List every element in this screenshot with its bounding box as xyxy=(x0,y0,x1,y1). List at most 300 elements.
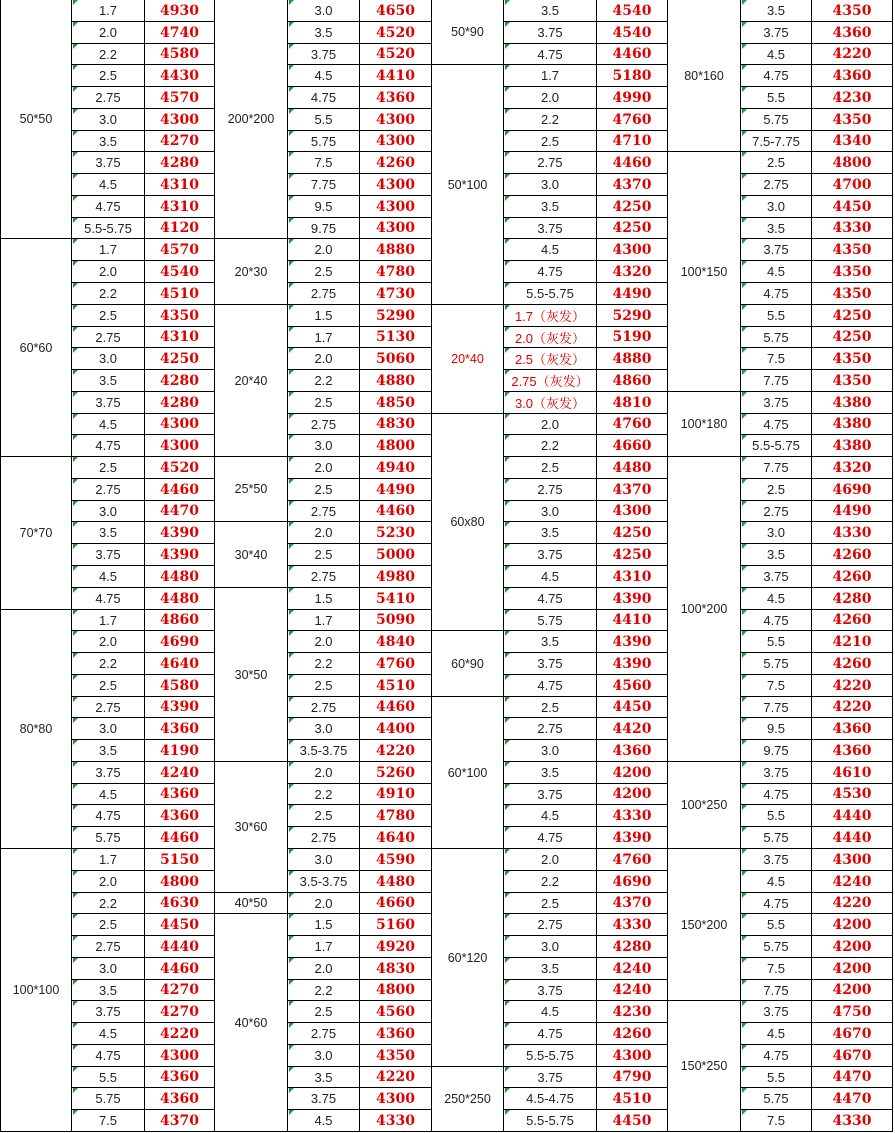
size-cell: 4.5 xyxy=(741,44,812,65)
comment-marker-icon xyxy=(505,1088,510,1093)
price-cell: 4360 xyxy=(812,22,893,44)
comment-marker-icon xyxy=(289,1023,294,1028)
comment-marker-icon xyxy=(289,871,294,876)
price-cell: 4350 xyxy=(812,283,893,305)
price-cell: 4490 xyxy=(597,283,668,305)
price-cell: 4280 xyxy=(597,936,668,958)
comment-marker-icon xyxy=(505,1110,510,1115)
comment-marker-icon xyxy=(505,784,510,789)
size-cell: 3.5-3.75 xyxy=(288,871,360,893)
price-cell: 4260 xyxy=(812,544,893,566)
comment-marker-icon xyxy=(505,805,510,810)
price-cell: 5130 xyxy=(360,327,432,348)
size-cell: 3.75 xyxy=(504,784,597,805)
size-cell: 3.75 xyxy=(72,544,145,566)
spec-cell: 100*250 xyxy=(668,762,741,849)
comment-marker-icon xyxy=(73,522,78,527)
price-cell: 4460 xyxy=(360,697,432,718)
price-cell: 5190 xyxy=(597,327,668,348)
price-cell: 4390 xyxy=(597,631,668,653)
comment-marker-icon xyxy=(742,697,747,702)
comment-marker-icon xyxy=(742,936,747,941)
size-cell: 2.2 xyxy=(288,980,360,1001)
price-cell: 4670 xyxy=(812,1023,893,1045)
comment-marker-icon xyxy=(505,675,510,680)
comment-marker-icon xyxy=(289,109,294,114)
price-cell: 4240 xyxy=(597,958,668,980)
price-cell: 4760 xyxy=(597,109,668,131)
size-cell: 4.75 xyxy=(741,65,812,87)
size-cell: 7.5 xyxy=(288,152,360,174)
spec-cell: 50*100 xyxy=(432,65,504,305)
price-cell: 4390 xyxy=(145,544,215,566)
price-cell: 4390 xyxy=(597,653,668,675)
price-cell: 4260 xyxy=(812,653,893,675)
size-cell: 3.0 xyxy=(288,1045,360,1067)
comment-marker-icon xyxy=(289,740,294,745)
size-cell: 2.0 xyxy=(288,239,360,261)
size-cell: 2.75（灰发） xyxy=(504,370,597,392)
price-cell: 4200 xyxy=(812,936,893,958)
comment-marker-icon xyxy=(505,457,510,462)
comment-marker-icon xyxy=(289,0,294,5)
comment-marker-icon xyxy=(505,392,510,397)
price-cell: 4480 xyxy=(597,457,668,479)
comment-marker-icon xyxy=(742,22,747,27)
size-cell: 4.75 xyxy=(72,196,145,218)
size-cell: 2.5 xyxy=(741,152,812,174)
price-cell: 4310 xyxy=(145,327,215,348)
comment-marker-icon xyxy=(742,610,747,615)
size-cell: 3.5 xyxy=(741,218,812,239)
price-cell: 4540 xyxy=(597,22,668,44)
size-cell: 4.5 xyxy=(504,1001,597,1023)
size-cell: 3.0 xyxy=(288,718,360,740)
comment-marker-icon xyxy=(73,610,78,615)
size-cell: 3.75 xyxy=(741,239,812,261)
comment-marker-icon xyxy=(289,87,294,92)
price-cell: 4300 xyxy=(360,196,432,218)
size-cell: 3.0 xyxy=(72,958,145,980)
price-cell: 4800 xyxy=(360,980,432,1001)
comment-marker-icon xyxy=(742,131,747,136)
comment-marker-icon xyxy=(73,566,78,571)
comment-marker-icon xyxy=(289,653,294,658)
comment-marker-icon xyxy=(73,718,78,723)
spec-cell: 25*50 xyxy=(215,457,288,522)
size-cell: 4.75 xyxy=(72,588,145,610)
price-cell: 4270 xyxy=(145,1001,215,1023)
price-cell: 4300 xyxy=(597,1045,668,1067)
size-cell: 4.75 xyxy=(504,1023,597,1045)
comment-marker-icon xyxy=(73,980,78,985)
size-cell: 3.0 xyxy=(741,196,812,218)
size-cell: 2.2 xyxy=(288,784,360,805)
comment-marker-icon xyxy=(73,1110,78,1115)
spec-cell: 100*150 xyxy=(668,152,741,392)
comment-marker-icon xyxy=(742,87,747,92)
comment-marker-icon xyxy=(289,435,294,440)
comment-marker-icon xyxy=(505,109,510,114)
size-cell: 4.75 xyxy=(741,414,812,435)
price-cell: 4250 xyxy=(145,348,215,370)
size-cell: 3.5 xyxy=(72,370,145,392)
size-cell: 2.2 xyxy=(288,370,360,392)
price-cell: 4220 xyxy=(812,697,893,718)
size-cell: 7.5 xyxy=(741,348,812,370)
size-cell: 9.5 xyxy=(288,196,360,218)
size-cell: 1.7 xyxy=(504,65,597,87)
comment-marker-icon xyxy=(73,1001,78,1006)
comment-marker-icon xyxy=(289,305,294,310)
price-cell: 4980 xyxy=(360,566,432,588)
size-cell: 3.75 xyxy=(504,980,597,1001)
size-cell: 5.75 xyxy=(72,827,145,849)
price-cell: 4480 xyxy=(145,566,215,588)
size-cell: 5.5 xyxy=(741,305,812,327)
price-cell: 4230 xyxy=(812,87,893,109)
comment-marker-icon xyxy=(73,784,78,789)
comment-marker-icon xyxy=(73,1023,78,1028)
comment-marker-icon xyxy=(505,740,510,745)
comment-marker-icon xyxy=(742,544,747,549)
comment-marker-icon xyxy=(505,65,510,70)
comment-marker-icon xyxy=(289,457,294,462)
price-cell: 4610 xyxy=(812,762,893,784)
spec-cell: 50*50 xyxy=(0,0,72,239)
size-cell: 3.5 xyxy=(504,762,597,784)
price-cell: 4740 xyxy=(145,22,215,44)
comment-marker-icon xyxy=(289,958,294,963)
size-cell: 4.75 xyxy=(288,87,360,109)
price-cell: 4470 xyxy=(145,501,215,522)
size-cell: 7.5 xyxy=(72,1110,145,1132)
comment-marker-icon xyxy=(73,653,78,658)
comment-marker-icon xyxy=(505,936,510,941)
size-cell: 5.75 xyxy=(288,131,360,152)
size-cell: 3.5 xyxy=(741,544,812,566)
comment-marker-icon xyxy=(505,305,510,310)
comment-marker-icon xyxy=(289,239,294,244)
comment-marker-icon xyxy=(505,522,510,527)
comment-marker-icon xyxy=(742,1045,747,1050)
size-cell: 3.5-3.75 xyxy=(288,740,360,762)
size-cell: 4.75 xyxy=(741,610,812,631)
comment-marker-icon xyxy=(73,327,78,332)
price-cell: 4350 xyxy=(812,0,893,22)
size-cell: 7.75 xyxy=(741,980,812,1001)
price-cell: 4410 xyxy=(360,65,432,87)
spec-cell: 150*200 xyxy=(668,849,741,1001)
comment-marker-icon xyxy=(505,1023,510,1028)
comment-marker-icon xyxy=(505,0,510,5)
price-cell: 4250 xyxy=(597,196,668,218)
comment-marker-icon xyxy=(289,784,294,789)
size-cell: 3.75 xyxy=(741,1001,812,1023)
size-cell: 4.75 xyxy=(504,827,597,849)
size-cell: 3.75 xyxy=(741,566,812,588)
comment-marker-icon xyxy=(505,827,510,832)
size-cell: 7.5 xyxy=(741,1110,812,1132)
size-cell: 2.2 xyxy=(72,283,145,305)
comment-marker-icon xyxy=(742,849,747,854)
price-cell: 4450 xyxy=(597,1110,668,1132)
spec-cell: 60*60 xyxy=(0,239,72,457)
price-cell: 4410 xyxy=(597,610,668,631)
spec-cell: 100*200 xyxy=(668,457,741,762)
comment-marker-icon xyxy=(289,718,294,723)
price-cell: 4310 xyxy=(145,196,215,218)
comment-marker-icon xyxy=(289,914,294,919)
size-cell: 1.7 xyxy=(288,936,360,958)
size-cell: 3.75 xyxy=(504,218,597,239)
comment-marker-icon xyxy=(73,348,78,353)
price-cell: 4250 xyxy=(812,327,893,348)
comment-marker-icon xyxy=(505,762,510,767)
price-cell: 4280 xyxy=(812,588,893,610)
comment-marker-icon xyxy=(505,283,510,288)
size-cell: 2.5 xyxy=(504,697,597,718)
comment-marker-icon xyxy=(289,196,294,201)
comment-marker-icon xyxy=(73,22,78,27)
comment-marker-icon xyxy=(742,392,747,397)
comment-marker-icon xyxy=(742,196,747,201)
price-cell: 4200 xyxy=(812,980,893,1001)
comment-marker-icon xyxy=(505,914,510,919)
price-cell: 4910 xyxy=(360,784,432,805)
comment-marker-icon xyxy=(505,871,510,876)
price-cell: 5290 xyxy=(360,305,432,327)
price-cell: 4300 xyxy=(812,849,893,871)
size-cell: 2.75 xyxy=(72,87,145,109)
comment-marker-icon xyxy=(73,65,78,70)
comment-marker-icon xyxy=(742,675,747,680)
price-cell: 4460 xyxy=(145,827,215,849)
size-cell: 3.5 xyxy=(741,0,812,22)
comment-marker-icon xyxy=(742,370,747,375)
price-cell: 4300 xyxy=(145,414,215,435)
comment-marker-icon xyxy=(742,958,747,963)
comment-marker-icon xyxy=(505,980,510,985)
comment-marker-icon xyxy=(505,239,510,244)
comment-marker-icon xyxy=(742,631,747,636)
price-cell: 4390 xyxy=(597,588,668,610)
price-cell: 4200 xyxy=(597,762,668,784)
comment-marker-icon xyxy=(73,849,78,854)
comment-marker-icon xyxy=(73,958,78,963)
comment-marker-icon xyxy=(289,348,294,353)
size-cell: 2.5 xyxy=(72,65,145,87)
price-cell: 4860 xyxy=(597,370,668,392)
size-cell: 2.0 xyxy=(288,958,360,980)
price-cell: 4490 xyxy=(360,479,432,501)
price-cell: 4570 xyxy=(145,239,215,261)
comment-marker-icon xyxy=(289,827,294,832)
comment-marker-icon xyxy=(73,893,78,898)
comment-marker-icon xyxy=(73,479,78,484)
comment-marker-icon xyxy=(742,1001,747,1006)
price-cell: 4520 xyxy=(145,457,215,479)
price-cell: 4210 xyxy=(812,631,893,653)
price-cell: 4510 xyxy=(145,283,215,305)
size-cell: 3.0 xyxy=(288,435,360,457)
size-cell: 2.5 xyxy=(288,1001,360,1023)
comment-marker-icon xyxy=(289,65,294,70)
size-cell: 3.5 xyxy=(72,522,145,544)
comment-marker-icon xyxy=(73,1067,78,1072)
comment-marker-icon xyxy=(289,1067,294,1072)
size-cell: 4.75 xyxy=(72,1045,145,1067)
comment-marker-icon xyxy=(742,871,747,876)
comment-marker-icon xyxy=(505,718,510,723)
price-cell: 4430 xyxy=(145,65,215,87)
comment-marker-icon xyxy=(289,283,294,288)
size-cell: 3.0 xyxy=(504,501,597,522)
price-cell: 4260 xyxy=(597,1023,668,1045)
price-cell: 4480 xyxy=(360,871,432,893)
spec-cell: 30*50 xyxy=(215,588,288,762)
comment-marker-icon xyxy=(73,631,78,636)
size-cell: 3.0 xyxy=(288,0,360,22)
price-cell: 4270 xyxy=(145,131,215,152)
size-cell: 3.5 xyxy=(72,740,145,762)
comment-marker-icon xyxy=(73,109,78,114)
comment-marker-icon xyxy=(73,675,78,680)
size-cell: 3.75 xyxy=(741,762,812,784)
size-cell: 1.7 xyxy=(288,610,360,631)
size-cell: 2.5 xyxy=(288,392,360,414)
price-cell: 4310 xyxy=(145,174,215,196)
comment-marker-icon xyxy=(73,1045,78,1050)
price-cell: 4420 xyxy=(597,718,668,740)
size-cell: 2.5 xyxy=(504,457,597,479)
size-cell: 5.5-5.75 xyxy=(504,1110,597,1132)
spec-cell: 40*60 xyxy=(215,914,288,1132)
size-cell: 3.75 xyxy=(72,762,145,784)
comment-marker-icon xyxy=(742,239,747,244)
size-cell: 3.0（灰发） xyxy=(504,392,597,414)
comment-marker-icon xyxy=(73,1088,78,1093)
size-cell: 3.5 xyxy=(72,980,145,1001)
size-cell: 4.5 xyxy=(72,414,145,435)
spec-cell: 100*100 xyxy=(0,849,72,1132)
price-cell: 4830 xyxy=(360,414,432,435)
size-cell: 3.0 xyxy=(72,109,145,131)
comment-marker-icon xyxy=(73,805,78,810)
price-cell: 5180 xyxy=(597,65,668,87)
price-cell: 4520 xyxy=(360,44,432,65)
comment-marker-icon xyxy=(289,22,294,27)
price-cell: 4700 xyxy=(812,174,893,196)
comment-marker-icon xyxy=(73,392,78,397)
price-cell: 4470 xyxy=(812,1067,893,1088)
size-cell: 3.5 xyxy=(504,958,597,980)
price-cell: 4860 xyxy=(145,610,215,631)
size-cell: 4.5 xyxy=(72,566,145,588)
price-cell: 4360 xyxy=(145,1067,215,1088)
comment-marker-icon xyxy=(289,1045,294,1050)
size-cell: 3.75 xyxy=(504,22,597,44)
price-cell: 4300 xyxy=(360,218,432,239)
comment-marker-icon xyxy=(289,1110,294,1115)
price-cell: 4670 xyxy=(812,1045,893,1067)
spec-cell: 70*70 xyxy=(0,457,72,610)
size-cell: 2.2 xyxy=(288,653,360,675)
comment-marker-icon xyxy=(742,522,747,527)
price-cell: 4380 xyxy=(812,435,893,457)
comment-marker-icon xyxy=(742,283,747,288)
price-cell: 4370 xyxy=(597,893,668,914)
comment-marker-icon xyxy=(505,174,510,179)
size-cell: 2.5 xyxy=(288,479,360,501)
size-cell: 3.0 xyxy=(72,718,145,740)
size-cell: 5.5-5.75 xyxy=(741,435,812,457)
comment-marker-icon xyxy=(289,675,294,680)
size-cell: 5.5 xyxy=(741,805,812,827)
price-cell: 4360 xyxy=(812,65,893,87)
price-cell: 4280 xyxy=(145,370,215,392)
comment-marker-icon xyxy=(289,805,294,810)
size-cell: 3.75 xyxy=(504,544,597,566)
spec-cell: 60x80 xyxy=(432,414,504,631)
comment-marker-icon xyxy=(73,544,78,549)
comment-marker-icon xyxy=(73,370,78,375)
comment-marker-icon xyxy=(505,435,510,440)
size-cell: 2.2 xyxy=(72,653,145,675)
price-cell: 4810 xyxy=(597,392,668,414)
price-cell: 4350 xyxy=(145,305,215,327)
size-cell: 1.5 xyxy=(288,588,360,610)
price-cell: 4630 xyxy=(145,893,215,914)
spec-cell: 60*120 xyxy=(432,849,504,1067)
price-cell: 4760 xyxy=(597,414,668,435)
comment-marker-icon xyxy=(73,762,78,767)
size-cell: 2.0 xyxy=(72,261,145,283)
price-cell: 4510 xyxy=(597,1088,668,1110)
comment-marker-icon xyxy=(742,784,747,789)
price-cell: 4300 xyxy=(597,239,668,261)
price-cell: 4580 xyxy=(145,675,215,697)
size-cell: 4.75 xyxy=(72,805,145,827)
comment-marker-icon xyxy=(505,218,510,223)
size-cell: 2.75 xyxy=(504,152,597,174)
price-cell: 4220 xyxy=(812,675,893,697)
comment-marker-icon xyxy=(742,1110,747,1115)
comment-marker-icon xyxy=(742,827,747,832)
size-cell: 2.5 xyxy=(288,805,360,827)
size-cell: 5.75 xyxy=(741,653,812,675)
price-cell: 4300 xyxy=(145,109,215,131)
size-cell: 1.5 xyxy=(288,914,360,936)
comment-marker-icon xyxy=(73,44,78,49)
price-cell: 4360 xyxy=(812,718,893,740)
comment-marker-icon xyxy=(742,457,747,462)
size-cell: 2.5 xyxy=(72,305,145,327)
price-cell: 4250 xyxy=(597,522,668,544)
comment-marker-icon xyxy=(742,44,747,49)
size-cell: 2.75 xyxy=(72,936,145,958)
comment-marker-icon xyxy=(73,87,78,92)
comment-marker-icon xyxy=(505,566,510,571)
comment-marker-icon xyxy=(742,305,747,310)
size-cell: 5.75 xyxy=(741,1088,812,1110)
price-cell: 4880 xyxy=(360,239,432,261)
price-cell: 4350 xyxy=(812,239,893,261)
size-cell: 4.75 xyxy=(504,261,597,283)
comment-marker-icon xyxy=(505,327,510,332)
size-cell: 4.5 xyxy=(72,784,145,805)
price-cell: 4750 xyxy=(812,1001,893,1023)
